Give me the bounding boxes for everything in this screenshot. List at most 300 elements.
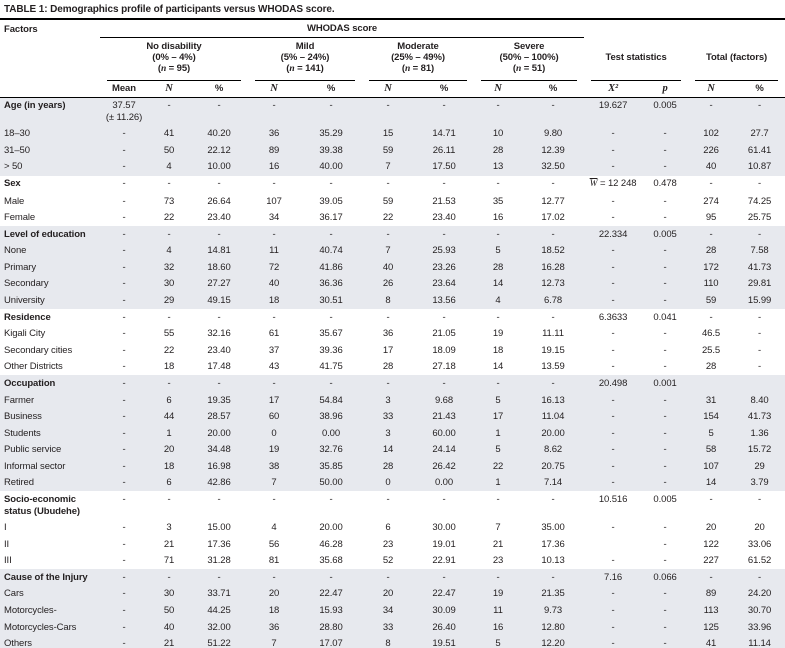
cell: -	[611, 444, 615, 456]
cell: 125	[703, 621, 719, 633]
cell: 27.18	[432, 361, 456, 373]
cell: 19	[492, 328, 504, 340]
cell: -	[663, 538, 667, 550]
cell: 12.73	[541, 278, 565, 290]
subheader-n: N	[148, 81, 190, 98]
cell: -	[167, 571, 171, 583]
cell: 20.00	[319, 522, 343, 534]
cell: -	[122, 638, 126, 648]
cell: -	[217, 493, 221, 505]
cell: 51.22	[207, 638, 231, 648]
cell: 107	[703, 460, 719, 472]
cell: 46.5	[702, 328, 721, 340]
cell: 21.43	[432, 411, 456, 423]
cell: 20.00	[541, 427, 565, 439]
cell: -	[551, 493, 555, 505]
cell: 44	[163, 411, 175, 423]
cell: 32.00	[207, 621, 231, 633]
cell: 38.96	[319, 411, 343, 423]
cell: -	[758, 228, 762, 240]
cell: 37	[268, 344, 280, 356]
cell: 21.35	[541, 588, 565, 600]
cell: -	[663, 522, 667, 534]
table-row	[0, 586, 785, 603]
row-label: University	[4, 295, 45, 307]
cell: -	[758, 571, 762, 583]
cell: -	[663, 245, 667, 257]
cell: 13.59	[541, 361, 565, 373]
cell: 7	[271, 477, 277, 489]
cell: -	[663, 638, 667, 648]
cell: 11.14	[748, 638, 771, 648]
cell: 59	[705, 295, 717, 307]
cell: 43	[268, 361, 280, 373]
cell: -	[329, 311, 333, 323]
cell: 22	[163, 212, 175, 224]
cell: 15.93	[319, 605, 343, 617]
cell: 28	[705, 361, 717, 373]
cell: -	[611, 128, 615, 140]
total-factors-header: Total (factors)	[688, 38, 785, 81]
cell: 39.38	[319, 144, 343, 156]
cell: -	[663, 344, 667, 356]
cell: 17.07	[319, 638, 343, 648]
cell: -	[122, 245, 126, 257]
cell: -	[709, 100, 713, 112]
cell: -	[122, 460, 126, 472]
cell: 172	[703, 261, 719, 273]
cell: -	[122, 311, 126, 323]
table-row	[0, 276, 785, 293]
cell: -	[611, 555, 615, 567]
cell: -	[663, 621, 667, 633]
cell: 25.5	[702, 344, 721, 356]
cell: -	[122, 212, 126, 224]
cell: 12.77	[541, 195, 565, 207]
cell: 16.98	[207, 460, 231, 472]
cell: 9.68	[434, 394, 454, 406]
row-label: Business	[4, 411, 42, 423]
cell: -	[122, 477, 126, 489]
table-row	[0, 619, 785, 636]
cell: 41.73	[747, 411, 772, 423]
mild-header: Mild (5% – 24%) (n = 141)	[248, 38, 362, 81]
cell	[734, 375, 785, 392]
cell: 29	[163, 295, 175, 307]
cell: 8.40	[750, 394, 769, 406]
cell: 0.005	[653, 100, 677, 112]
cell: 17.36	[207, 538, 231, 550]
cell: 122	[703, 538, 719, 550]
cell: 17.48	[207, 361, 231, 373]
cell: 36	[268, 621, 280, 633]
cell: 22.47	[319, 588, 343, 600]
cell: 33.06	[747, 538, 772, 550]
cell: 19.15	[541, 344, 565, 356]
cell: 4	[166, 161, 172, 173]
cell: 37.57 (± 11.26)	[105, 100, 143, 123]
cell: -	[663, 361, 667, 373]
cell: 7	[271, 638, 277, 648]
cell: 56	[268, 538, 280, 550]
cell: 32.16	[207, 328, 231, 340]
cell: -	[122, 195, 126, 207]
cell: 18.52	[541, 245, 565, 257]
row-label: Secondary cities	[4, 344, 73, 356]
subheader-n: N	[474, 81, 522, 98]
cell: -	[551, 100, 555, 112]
cell: 41.75	[319, 361, 343, 373]
cell: -	[611, 328, 615, 340]
table-row	[0, 520, 785, 537]
cell: -	[663, 427, 667, 439]
cell: -	[758, 311, 762, 323]
header-spacer	[584, 20, 785, 38]
table-row	[0, 326, 785, 343]
table-row	[0, 243, 785, 260]
cell: 42.86	[207, 477, 231, 489]
cell: 23.26	[432, 261, 456, 273]
cell: 22	[382, 212, 394, 224]
cell: -	[167, 100, 171, 112]
cell: -	[663, 477, 667, 489]
cell: -	[709, 571, 713, 583]
cell: 7.16	[604, 571, 623, 583]
table-body	[0, 97, 785, 648]
cell: 6.3633	[598, 311, 628, 323]
cell: -	[709, 228, 713, 240]
cell: -	[611, 522, 615, 534]
cell: 11.04	[541, 411, 565, 423]
table-row	[0, 309, 785, 326]
cell: 4	[166, 245, 172, 257]
cell	[688, 375, 734, 392]
cell: 34	[268, 212, 280, 224]
cell: -	[663, 605, 667, 617]
cell: 26.42	[432, 460, 456, 472]
cell: 6	[166, 394, 172, 406]
cell: 81	[268, 555, 280, 567]
cell: 58	[705, 444, 717, 456]
cell: 30.70	[747, 605, 772, 617]
cell: 8	[385, 638, 391, 648]
cell: 22.91	[432, 555, 456, 567]
cell: -	[272, 311, 276, 323]
cell: -	[217, 311, 221, 323]
cell: 49.15	[207, 295, 231, 307]
row-label: Other Districts	[4, 361, 63, 373]
cell: -	[663, 144, 667, 156]
cell: 14	[705, 477, 717, 489]
table-row	[0, 553, 785, 570]
cell: -	[663, 295, 667, 307]
cell: 50.00	[319, 477, 343, 489]
table-row	[0, 210, 785, 227]
cell: -	[386, 100, 390, 112]
cell: 40.20	[207, 128, 231, 140]
cell: 14	[492, 361, 504, 373]
cell: 40	[382, 261, 394, 273]
cell: -	[496, 311, 500, 323]
cell: 28	[705, 245, 717, 257]
cell: -	[611, 195, 615, 207]
cell: -	[442, 311, 446, 323]
row-label: Motorcycles-	[4, 605, 57, 617]
cell: 40	[268, 278, 280, 290]
cell: 23	[492, 555, 504, 567]
cell: -	[663, 278, 667, 290]
cell: -	[122, 394, 126, 406]
cell: -	[386, 571, 390, 583]
cell: -	[122, 522, 126, 534]
cell: -	[551, 377, 555, 389]
cell: -	[709, 178, 713, 189]
cell: 5	[495, 638, 501, 648]
cell: 1.36	[750, 427, 769, 439]
row-label: Students	[4, 427, 41, 439]
row-label: Cause of the Injury	[4, 571, 88, 583]
cell: 0.005	[653, 493, 677, 505]
cell: 226	[703, 144, 719, 156]
cell: 16	[492, 212, 504, 224]
cell: -	[217, 100, 221, 112]
cell: -	[663, 195, 667, 207]
cell: 30.09	[432, 605, 456, 617]
cell: -	[663, 460, 667, 472]
cell: -	[122, 261, 126, 273]
cell: 18	[268, 605, 280, 617]
cell: 28	[382, 361, 394, 373]
cell: 23.40	[207, 212, 231, 224]
cell: 61	[268, 328, 280, 340]
cell: -	[551, 178, 555, 189]
cell: -	[442, 377, 446, 389]
cell: 61.52	[747, 555, 772, 567]
cell: 19.51	[432, 638, 456, 648]
cell: -	[272, 178, 276, 189]
table-row	[0, 409, 785, 426]
cell: 18.60	[207, 261, 231, 273]
cell: 19.35	[207, 394, 231, 406]
cell: 22.12	[207, 144, 231, 156]
row-label: Sex	[4, 178, 21, 189]
row-label: Motorcycles-Cars	[4, 621, 77, 633]
cell: 23.40	[432, 212, 456, 224]
subheader-x2: X²	[584, 81, 642, 98]
cell: 1	[495, 477, 501, 489]
cell: 74.25	[747, 195, 772, 207]
subheader-mean: Mean	[100, 81, 148, 98]
cell: -	[611, 588, 615, 600]
subheader-pct: %	[414, 81, 474, 98]
cell: 73	[163, 195, 175, 207]
cell: 22.47	[432, 588, 456, 600]
cell: -	[663, 588, 667, 600]
cell: 36.36	[319, 278, 343, 290]
row-label: Secondary	[4, 278, 49, 290]
cell: -	[122, 361, 126, 373]
subheader-p: p	[642, 81, 688, 98]
cell: 12.80	[541, 621, 565, 633]
cell: 0	[385, 477, 391, 489]
table-row	[0, 293, 785, 310]
table-row	[0, 126, 785, 143]
cell: -	[272, 228, 276, 240]
cell: 59	[382, 144, 394, 156]
cell: -	[611, 460, 615, 472]
cell: 7	[385, 161, 391, 173]
cell: 28.57	[207, 411, 231, 423]
row-label: Public service	[4, 444, 62, 456]
cell: 4	[271, 522, 277, 534]
cell: 31.28	[207, 555, 231, 567]
table-header	[0, 20, 785, 97]
cell: 33.96	[747, 621, 772, 633]
row-label: Farmer	[4, 394, 35, 406]
cell: 5	[495, 245, 501, 257]
cell: 27.7	[750, 128, 769, 140]
cell: 10	[492, 128, 504, 140]
cell: 30	[163, 588, 175, 600]
cell: 19.627	[598, 100, 628, 112]
cell: -	[122, 605, 126, 617]
cell: -	[217, 377, 221, 389]
cell: -	[329, 100, 333, 112]
cell: -	[122, 178, 126, 189]
cell: 0.041	[653, 311, 677, 323]
cell: 18	[163, 460, 175, 472]
table-row	[0, 636, 785, 648]
cell: 95	[705, 212, 717, 224]
cell: -	[122, 538, 126, 550]
cell: 6	[166, 477, 172, 489]
cell: -	[663, 161, 667, 173]
cell: 11	[269, 245, 279, 257]
cell: -	[442, 100, 446, 112]
cell: 40	[163, 621, 175, 633]
cell: -	[386, 228, 390, 240]
cell: -	[551, 571, 555, 583]
cell: 17	[492, 411, 504, 423]
cell: -	[611, 605, 615, 617]
cell: 20	[754, 522, 765, 534]
cell: 34	[382, 605, 394, 617]
cell: 21.05	[432, 328, 456, 340]
cell: -	[611, 477, 615, 489]
cell: 227	[703, 555, 719, 567]
row-label: 31–50	[4, 144, 30, 156]
cell: 16.28	[541, 261, 565, 273]
cell: -	[442, 571, 446, 583]
cell: 7	[385, 245, 391, 257]
cell: 14.71	[432, 128, 456, 140]
cell: 21.53	[432, 195, 456, 207]
cell: 17.36	[541, 538, 565, 550]
cell: -	[386, 377, 390, 389]
cell: -	[663, 555, 667, 567]
cell: $\overline{W} = 12$ 248	[589, 178, 637, 189]
table-row	[0, 491, 785, 519]
cell: -	[611, 427, 615, 439]
cell: 3.79	[750, 477, 769, 489]
cell: 35	[492, 195, 504, 207]
cell: 1	[166, 427, 172, 439]
cell: -	[122, 228, 126, 240]
cell: -	[122, 328, 126, 340]
cell: 6	[385, 522, 391, 534]
cell: 61.41	[747, 144, 772, 156]
cell: 8.62	[543, 444, 563, 456]
row-label: Residence	[4, 311, 51, 323]
table-row	[0, 458, 785, 475]
cell: -	[496, 377, 500, 389]
cell: -	[442, 228, 446, 240]
cell: 10.87	[747, 161, 772, 173]
whodas-score-header: WHODAS score	[100, 20, 584, 38]
cell: 72	[268, 261, 280, 273]
cell: 89	[268, 144, 280, 156]
cell: -	[122, 144, 126, 156]
cell: 8	[385, 295, 391, 307]
table-row	[0, 142, 785, 159]
cell: 41.73	[747, 261, 772, 273]
demographics-table	[0, 20, 785, 648]
cell: 3	[385, 427, 391, 439]
cell: -	[122, 555, 126, 567]
cell: 52	[382, 555, 394, 567]
severe-header: Severe (50% – 100%) (n = 51)	[474, 38, 584, 81]
cell: 15	[382, 128, 394, 140]
subheader-pct: %	[522, 81, 584, 98]
cell: 13	[492, 161, 504, 173]
cell: -	[329, 228, 333, 240]
cell: -	[122, 621, 126, 633]
cell: -	[551, 311, 555, 323]
cell: 44.25	[207, 605, 231, 617]
cell: 35.67	[319, 328, 343, 340]
cell: -	[496, 178, 500, 189]
cell: 55	[163, 328, 175, 340]
cell: 12.39	[541, 144, 565, 156]
cell: 32.76	[319, 444, 343, 456]
cell: 54.84	[319, 394, 343, 406]
cell: -	[709, 311, 713, 323]
cell: -	[611, 212, 615, 224]
row-label: Socio-economic status (Ubudehe)	[4, 493, 80, 517]
cell: 30.00	[432, 522, 456, 534]
row-label: Female	[4, 212, 36, 224]
cell: -	[329, 377, 333, 389]
cell: 14.81	[207, 245, 231, 257]
cell: -	[709, 493, 713, 505]
cell: -	[122, 411, 126, 423]
cell: 19.01	[432, 538, 456, 550]
cell: 21	[492, 538, 504, 550]
cell: -	[551, 228, 555, 240]
cell: 40	[705, 161, 717, 173]
cell: -	[758, 178, 762, 189]
cell: 12.20	[541, 638, 565, 648]
cell: -	[663, 261, 667, 273]
cell: -	[122, 161, 126, 173]
cell: 35.85	[319, 460, 343, 472]
cell: -	[663, 128, 667, 140]
factors-column-header: Factors	[0, 20, 100, 97]
cell: 28	[492, 144, 504, 156]
cell: 27.27	[207, 278, 231, 290]
cell: 35.00	[541, 522, 565, 534]
cell: 17.02	[541, 212, 565, 224]
